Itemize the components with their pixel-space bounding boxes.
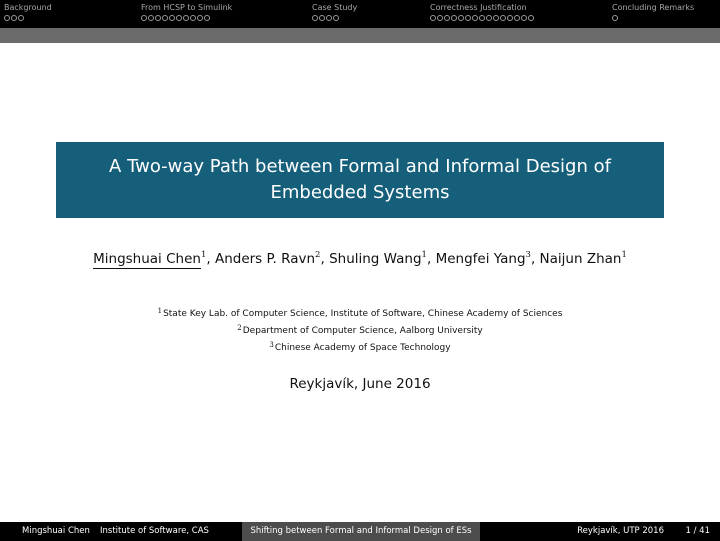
nav-progress-dot[interactable] bbox=[493, 15, 499, 21]
nav-progress-dot[interactable] bbox=[458, 15, 464, 21]
nav-dots bbox=[141, 15, 232, 25]
author-separator: , bbox=[426, 251, 436, 267]
nav-progress-dot[interactable] bbox=[612, 15, 618, 21]
nav-progress-dot[interactable] bbox=[197, 15, 203, 21]
nav-progress-dot[interactable] bbox=[312, 15, 318, 21]
footer-left bbox=[0, 522, 242, 541]
affiliation-mark: 1 bbox=[200, 250, 207, 260]
nav-progress-dot[interactable] bbox=[204, 15, 210, 21]
author-separator: , bbox=[320, 251, 330, 267]
nav-progress-dot[interactable] bbox=[521, 15, 527, 21]
nav-section-background[interactable] bbox=[4, 2, 52, 26]
footer-page-number: 1 / 41 bbox=[685, 526, 710, 536]
nav-progress-dot[interactable] bbox=[507, 15, 513, 21]
footer bbox=[0, 522, 720, 541]
author-separator: , bbox=[206, 251, 215, 267]
affiliation-mark: 1 bbox=[421, 250, 427, 260]
affiliation-mark: 3 bbox=[269, 341, 274, 349]
nav-progress-dot[interactable] bbox=[183, 15, 189, 21]
affiliation-text: Department of Computer Science, Aalborg University bbox=[242, 326, 483, 336]
affiliation-mark: 2 bbox=[237, 324, 242, 332]
nav-progress-dot[interactable] bbox=[500, 15, 506, 21]
nav-progress-dot[interactable] bbox=[162, 15, 168, 21]
title-box bbox=[56, 142, 664, 218]
affiliation bbox=[0, 338, 720, 355]
affiliation-text: Chinese Academy of Space Technology bbox=[274, 343, 451, 353]
nav-progress-dot[interactable] bbox=[148, 15, 154, 21]
nav-progress-dot[interactable] bbox=[333, 15, 339, 21]
nav-section-case-study[interactable] bbox=[312, 2, 357, 26]
nav-progress-dot[interactable] bbox=[514, 15, 520, 21]
nav-progress-dot[interactable] bbox=[472, 15, 478, 21]
nav-section-title: Background bbox=[4, 3, 52, 12]
affiliation-mark: 1 bbox=[157, 307, 163, 315]
footer-middle bbox=[242, 522, 480, 541]
affiliation bbox=[0, 321, 720, 338]
author-name: Shuling Wang bbox=[329, 251, 422, 267]
nav-progress-dot[interactable] bbox=[528, 15, 534, 21]
nav-progress-dot[interactable] bbox=[437, 15, 443, 21]
affiliation-list bbox=[0, 304, 720, 355]
nav-progress-dot[interactable] bbox=[4, 15, 10, 21]
affiliation-mark: 3 bbox=[525, 250, 531, 260]
footer-short-title: Shifting between Formal and Informal Design of ESs bbox=[250, 526, 472, 536]
nav-section-from-hcsp-to-simulink[interactable] bbox=[141, 2, 232, 26]
author-separator: , bbox=[530, 251, 540, 267]
nav-section-concluding-remarks[interactable] bbox=[612, 2, 694, 26]
nav-progress-dot[interactable] bbox=[11, 15, 17, 21]
nav-progress-dot[interactable] bbox=[326, 15, 332, 21]
nav-progress-dot[interactable] bbox=[444, 15, 450, 21]
nav-dots bbox=[4, 15, 52, 25]
nav-progress-dot[interactable] bbox=[451, 15, 457, 21]
nav-progress-dot[interactable] bbox=[486, 15, 492, 21]
nav-progress-dot[interactable] bbox=[18, 15, 24, 21]
nav-section-title: Concluding Remarks bbox=[612, 3, 695, 12]
nav-dots bbox=[430, 15, 535, 25]
nav-progress-dot[interactable] bbox=[141, 15, 147, 21]
footer-venue: Reykjavík, UTP 2016 bbox=[577, 526, 664, 536]
author-list bbox=[0, 250, 720, 267]
nav-progress-dot[interactable] bbox=[190, 15, 196, 21]
affiliation-mark: 2 bbox=[315, 250, 321, 260]
nav-progress-dot[interactable] bbox=[479, 15, 485, 21]
nav-progress-dot[interactable] bbox=[155, 15, 161, 21]
nav-section-title: Correctness Justification bbox=[430, 3, 527, 12]
nav-section-title: From HCSP to Simulink bbox=[141, 3, 233, 12]
nav-dots bbox=[312, 15, 357, 25]
sub-navigation-bar bbox=[0, 28, 720, 43]
footer-institute: Institute of Software, CAS bbox=[100, 526, 209, 536]
nav-progress-dot[interactable] bbox=[430, 15, 436, 21]
author-name: Anders P. Ravn bbox=[214, 251, 316, 267]
nav-section-title: Case Study bbox=[312, 3, 358, 12]
presentation-date: Reykjavík, June 2016 bbox=[289, 376, 431, 392]
nav-section-correctness-justification[interactable] bbox=[430, 2, 535, 26]
affiliation-mark: 1 bbox=[621, 250, 627, 260]
affiliation-text: State Key Lab. of Computer Science, Institute of Software, Chinese Academy of Sciences bbox=[163, 309, 563, 319]
nav-progress-dot[interactable] bbox=[319, 15, 325, 21]
nav-dots bbox=[612, 15, 694, 25]
presentation-title: A Two-way Path between Formal and Informal Design of Embedded Systems bbox=[109, 156, 611, 203]
affiliation bbox=[0, 304, 720, 321]
author-name: Mingshuai Chen bbox=[93, 251, 201, 267]
footer-right bbox=[480, 522, 720, 541]
nav-progress-dot[interactable] bbox=[169, 15, 175, 21]
author-name: Mengfei Yang bbox=[435, 251, 526, 267]
author-name: Naijun Zhan bbox=[539, 251, 622, 267]
nav-progress-dot[interactable] bbox=[176, 15, 182, 21]
navigation-bar bbox=[0, 0, 720, 28]
nav-progress-dot[interactable] bbox=[465, 15, 471, 21]
footer-author: Mingshuai Chen bbox=[22, 526, 90, 536]
